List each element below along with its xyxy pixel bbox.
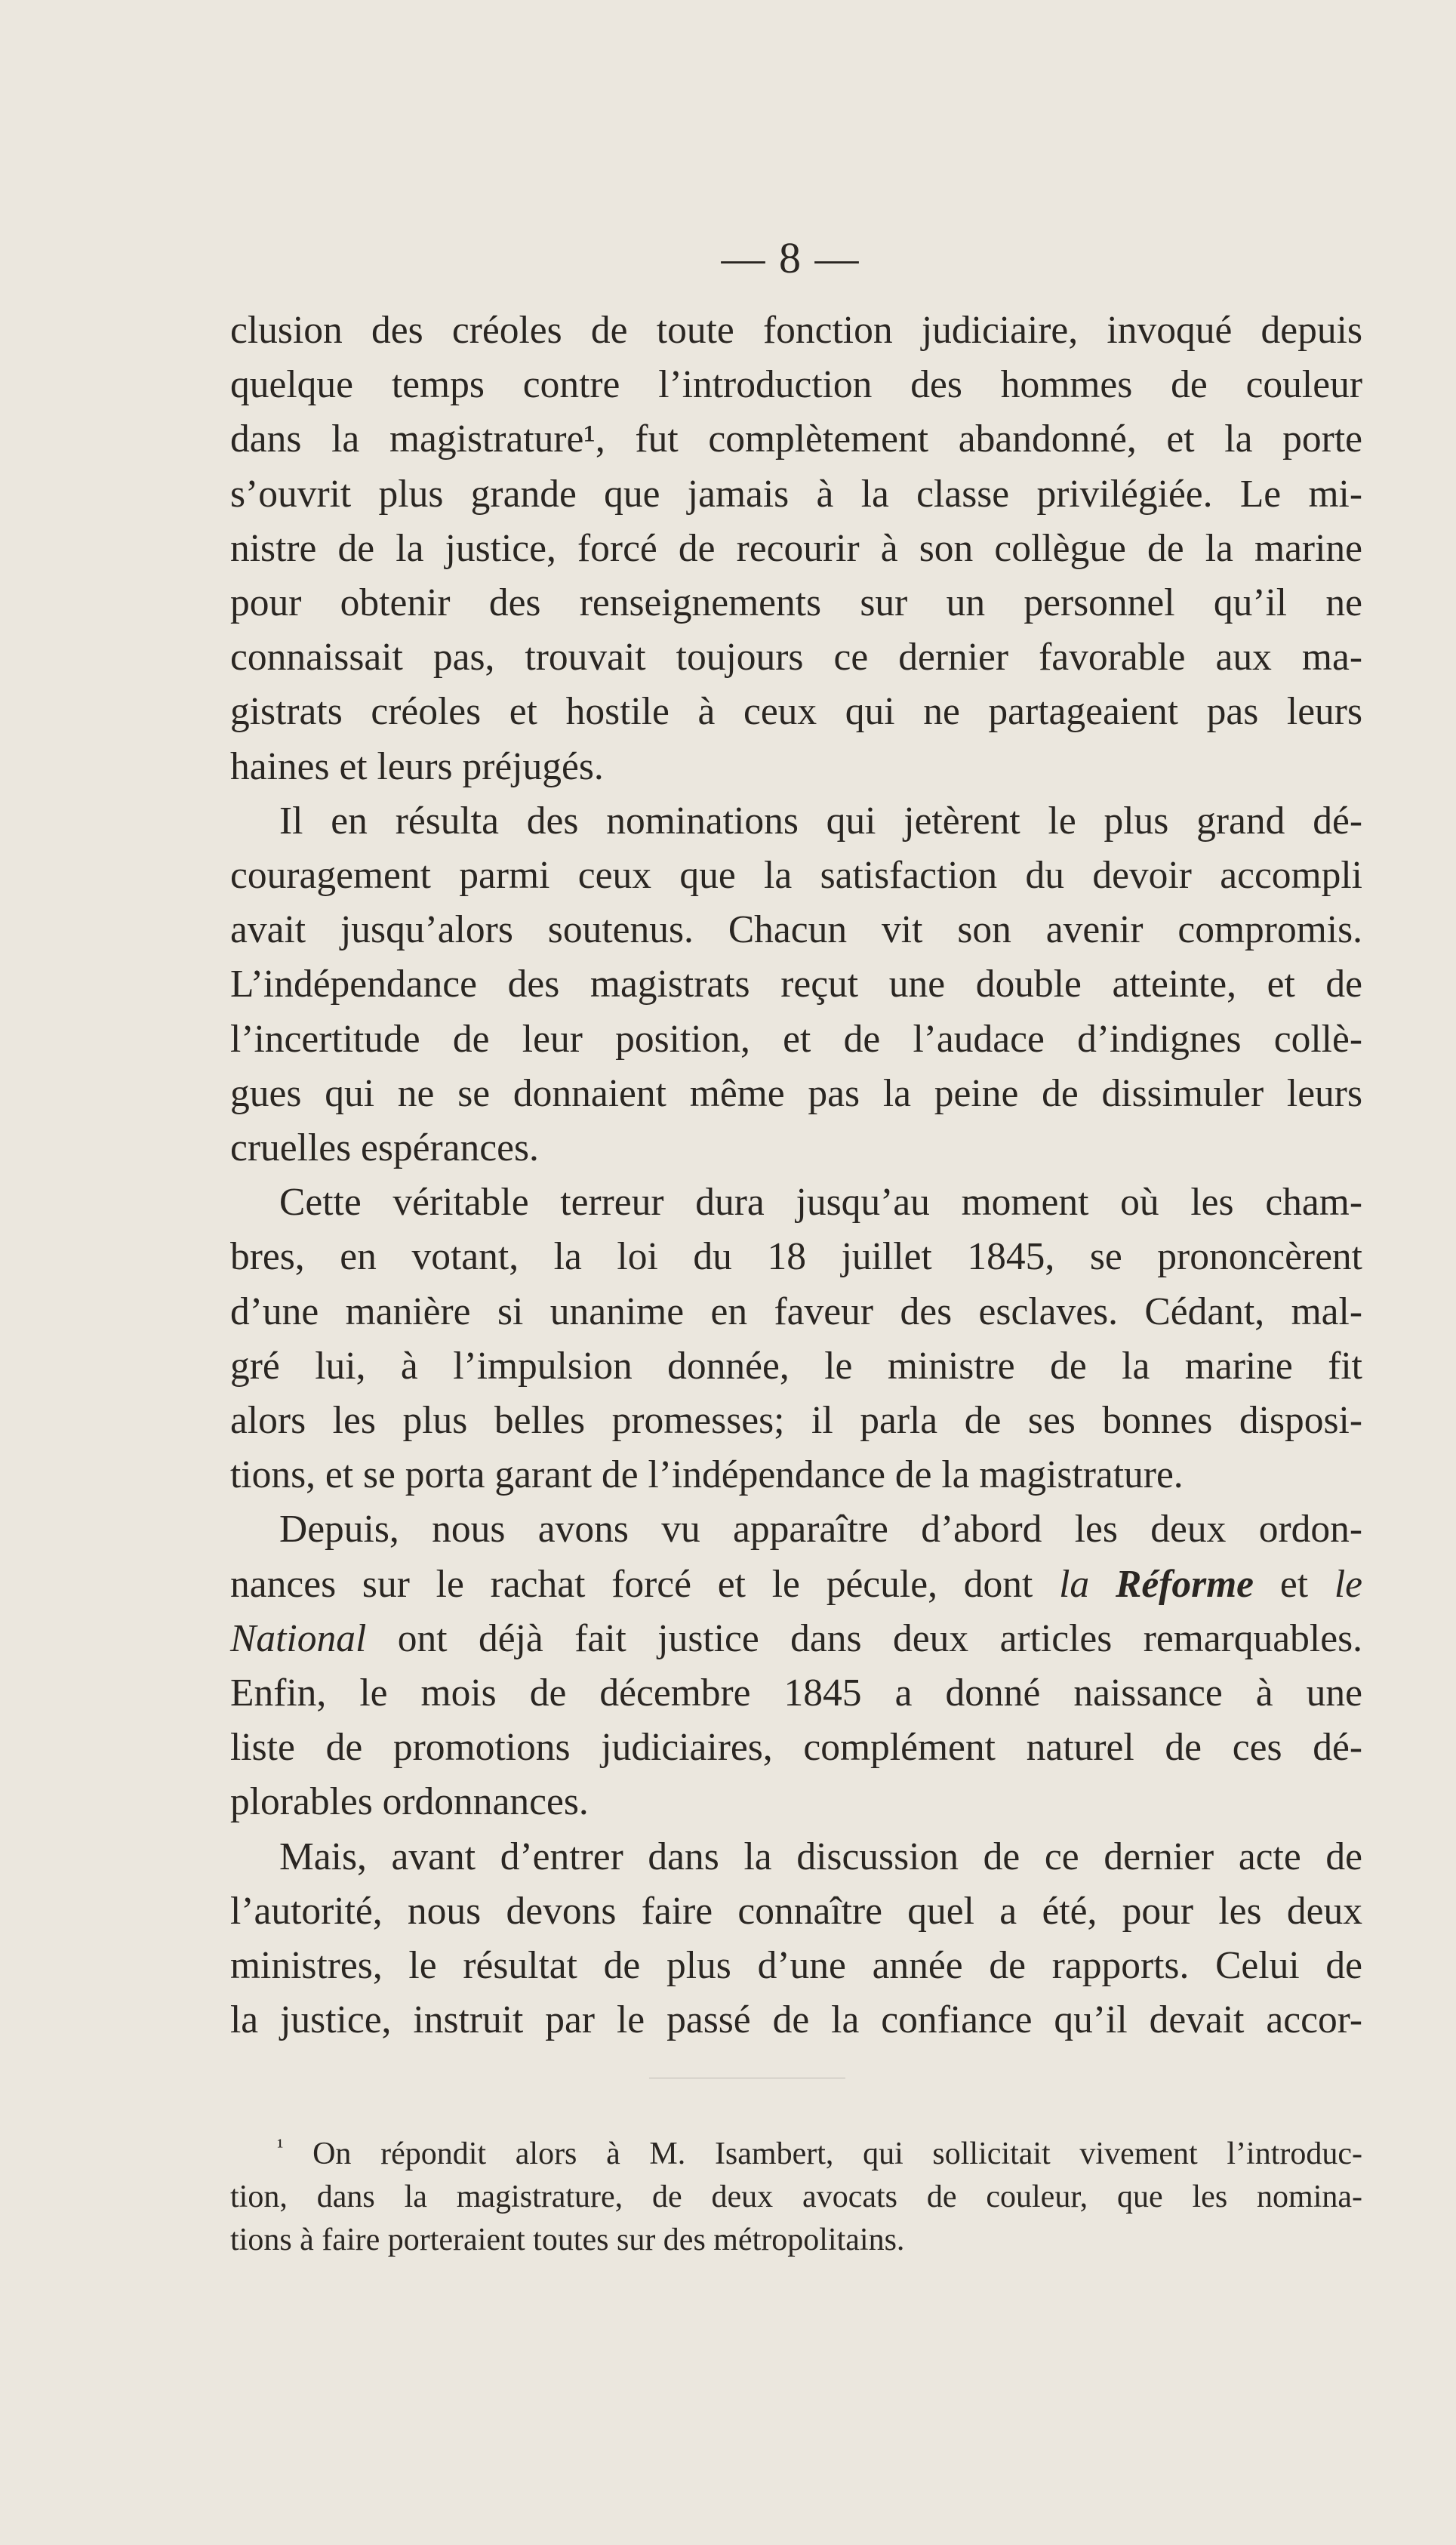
text-line: Enfin, le mois de décembre 1845 a donné naissance à une: [230, 1672, 1362, 1715]
text-line: connaissait pas, trouvait toujours ce dernier favorable aux ma-: [230, 636, 1362, 679]
text-line: [230, 1558, 1362, 1612]
footnote-text: On répondit alors à M. Isambert, qui sollicitait vivement l’introduc-: [312, 2137, 1362, 2171]
footnote: [230, 2133, 1362, 2262]
paragraph-4: [230, 1502, 1362, 1829]
text-line: s’ouvrit plus grande que jamais à la classe privilégiée. Le mi-: [230, 472, 1362, 516]
text-line: bres, en votant, la loi du 18 juillet 1845, se prononcèrent: [230, 1235, 1362, 1279]
italic-text: la: [1059, 1562, 1090, 1606]
paragraph-5: [230, 1830, 1362, 2048]
text-line: clusion des créoles de toute fonction judiciaire, invoqué depuis: [230, 309, 1362, 352]
text-line: ministres, le résultat de plus d’une année de rapports. Celui de: [230, 1944, 1362, 1988]
footnote-line: tion, dans la magistrature, de deux avocats de couleur, que les nomina-: [230, 2180, 1362, 2214]
text-line: Cette véritable terreur dura jusqu’au moment où les cham-: [279, 1181, 1362, 1225]
text-line: l’autorité, nous devons faire connaître quel a été, pour les deux: [230, 1889, 1362, 1933]
text-line: haines et leurs préjugés.: [230, 744, 604, 788]
text-line: cruelles espérances.: [230, 1126, 539, 1170]
journal-title-reforme: Réforme: [1089, 1562, 1254, 1606]
text-segment: nances sur le rachat forcé et le pécule, dont: [230, 1562, 1060, 1606]
paragraph-3: [230, 1175, 1362, 1502]
text-line: pour obtenir des renseignements sur un personnel qu’il ne: [230, 581, 1362, 625]
text-line: tions, et se porta garant de l’indépendance de la magistrature.: [230, 1453, 1184, 1497]
text-line: plorables ordonnances.: [230, 1780, 589, 1824]
text-line: [230, 1612, 1362, 1666]
text-line: l’incertitude de leur position, et de l’audace d’indignes collè-: [230, 1017, 1362, 1061]
text-line: Depuis, nous avons vu apparaître d’abord les deux ordon-: [279, 1508, 1362, 1551]
text-segment: ont déjà fait justice dans deux articles remarquables.: [366, 1616, 1362, 1660]
journal-title-national: National: [230, 1616, 367, 1660]
text-line: avait jusqu’alors soutenus. Chacun vit son avenir compromis.: [230, 908, 1362, 952]
footnote-mark: ¹: [277, 2135, 284, 2158]
text-line: gues qui ne se donnaient même pas la peine de dissimuler leurs: [230, 1071, 1362, 1115]
text-line: quelque temps contre l’introduction des hommes de couleur: [230, 363, 1362, 407]
text-line: la justice, instruit par le passé de la confiance qu’il devait accor-: [230, 1998, 1362, 2042]
paragraph-1: [230, 303, 1362, 794]
footnote-line: tions à faire porteraient toutes sur des métropolitains.: [230, 2223, 905, 2257]
text-line: couragement parmi ceux que la satisfaction du devoir accompli: [230, 854, 1362, 898]
text-line: nistre de la justice, forcé de recourir à son collègue de la marine: [230, 526, 1362, 570]
text-segment: et: [1254, 1562, 1334, 1606]
text-line: liste de promotions judiciaires, complément naturel de ces dé-: [230, 1726, 1362, 1770]
italic-text: le: [1334, 1562, 1362, 1606]
text-line: L’indépendance des magistrats reçut une double atteinte, et de: [230, 963, 1362, 1006]
text-line: Mais, avant d’entrer dans la discussion de ce dernier acte de: [279, 1835, 1362, 1878]
text-line: gré lui, à l’impulsion donnée, le ministre de la marine fit: [230, 1344, 1362, 1388]
paragraph-2: [230, 794, 1362, 1175]
body-text: [230, 303, 1362, 2048]
page-number: — 8 —: [721, 233, 860, 282]
text-line: gistrats créoles et hostile à ceux qui ne partageaient pas leurs: [230, 690, 1362, 734]
text-line: dans la magistrature¹, fut complètement abandonné, et la porte: [230, 417, 1362, 461]
text-line: alors les plus belles promesses; il parla de ses bonnes disposi-: [230, 1399, 1362, 1443]
text-line: Il en résulta des nominations qui jetèrent le plus grand dé-: [279, 799, 1362, 843]
footnote-line: [230, 2133, 1362, 2176]
text-line: d’une manière si unanime en faveur des esclaves. Cédant, mal-: [230, 1289, 1362, 1333]
